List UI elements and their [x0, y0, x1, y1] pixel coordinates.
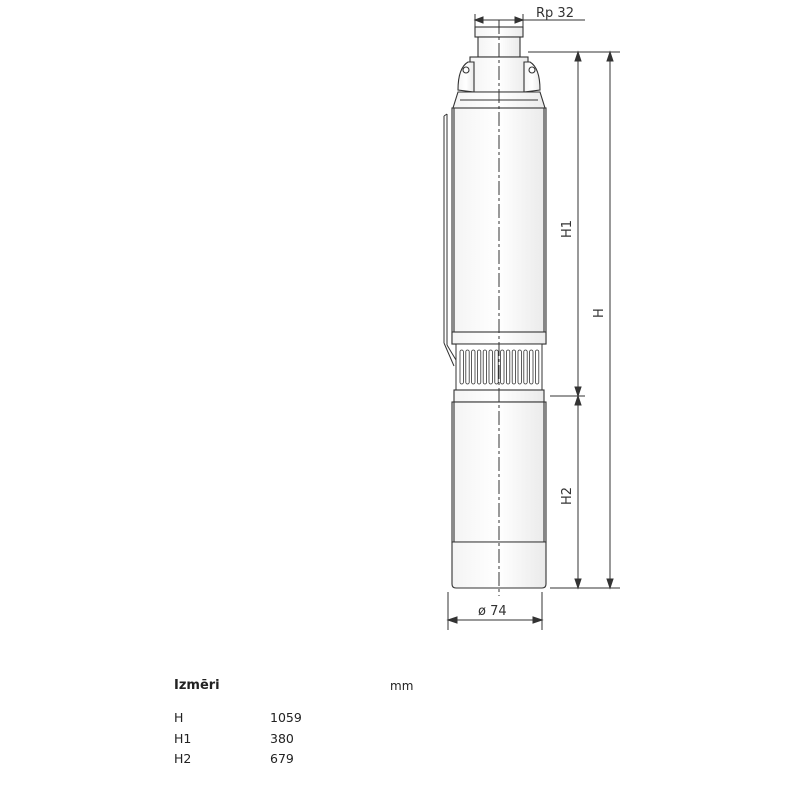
intake-slot [506, 350, 509, 384]
intake-slot [466, 350, 469, 384]
dimension-value: 1059 [270, 710, 302, 725]
dimensions-title: Izmēri [174, 678, 220, 693]
dimension-value: 679 [270, 751, 294, 766]
h-dimension [607, 52, 613, 588]
intake-slot [472, 350, 475, 384]
intake-slot [483, 350, 486, 384]
h1-label: H1 [560, 219, 575, 238]
h-label: H [592, 308, 607, 318]
intake-slot [460, 350, 463, 384]
intake-slot [518, 350, 521, 384]
h1-dimension [575, 52, 581, 396]
intake-slot [524, 350, 527, 384]
intake-slot [477, 350, 480, 384]
intake-slot [512, 350, 515, 384]
dimensions-unit: mm [390, 679, 414, 693]
h2-label: H2 [560, 486, 575, 505]
rp-label: Rp 32 [536, 6, 574, 21]
diameter-label: ø 74 [478, 604, 507, 619]
intake-slot [489, 350, 492, 384]
intake-slot [495, 350, 498, 384]
intake-slot [530, 350, 533, 384]
dimension-value: 380 [270, 731, 294, 746]
dimension-name: H [174, 710, 184, 725]
h2-dimension [575, 396, 581, 588]
intake-slot [535, 350, 538, 384]
dimension-name: H2 [174, 751, 192, 766]
intake-slot [501, 350, 504, 384]
dimension-name: H1 [174, 731, 192, 746]
